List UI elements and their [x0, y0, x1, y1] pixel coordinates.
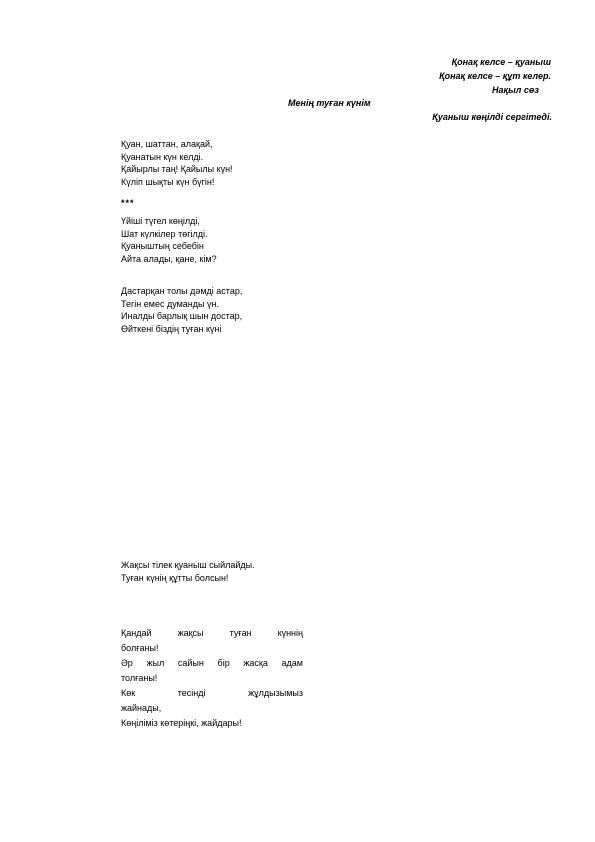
- closing-line: жайнады,: [121, 703, 162, 713]
- closing-line: Қандай жақсы туған күннің: [121, 628, 303, 638]
- verse-line: Күліп шықты күн бүгін!: [121, 176, 215, 187]
- wish-line: Жақсы тілек қуаныш сыйлайды.: [121, 560, 255, 570]
- verse-line: Қуанатын күн келді.: [121, 151, 204, 162]
- closing-line: Көңіліміз көтеріңкі, жайдары!: [121, 718, 242, 728]
- epigraph-line-2: Қонақ келсе – құт келер.: [439, 71, 551, 81]
- verse-line: Қайырлы таң! Қайылы күн!: [121, 164, 233, 175]
- verse-line: Қуаныштың себебін: [121, 241, 204, 252]
- verse-line: Тегін емес думанды үн.: [121, 298, 219, 309]
- verse-line: Иналды барлық шын достар,: [121, 311, 243, 322]
- wish-line: Туған күнің құтты болсын!: [121, 572, 229, 583]
- closing-line: болғаны!: [121, 643, 159, 653]
- epigraph-line-4: Қуаныш көңілді сергітеді.: [432, 112, 552, 122]
- stanza-2: [121, 215, 217, 265]
- verse-line: Дастарқан толы дәмді астар,: [121, 286, 243, 296]
- stanza-1: [121, 138, 233, 188]
- verse-line: Үйіші түгел көңілді,: [121, 216, 200, 226]
- verse-line: Өйткені біздің туған күні: [121, 323, 222, 334]
- closing-line: Әр жыл сайын бір жасқа адам: [121, 658, 303, 668]
- closing-line: Көк тесінді жұлдызымыз: [121, 688, 303, 698]
- closing-line: толғаны!: [121, 673, 158, 683]
- verse-line: Қуан, шаттан, алақай,: [121, 139, 213, 149]
- wishes-block: [121, 559, 255, 584]
- epigraph-source: Нақыл сөз: [492, 85, 539, 95]
- poem-title: Менің туған күнім: [288, 98, 371, 108]
- stanza-separator: ***: [121, 198, 135, 208]
- closing-stanza: [121, 626, 303, 731]
- verse-line: Айта алады, қане, кім?: [121, 253, 217, 264]
- stanza-3: [121, 285, 242, 335]
- verse-line: Шат күлкілер төгілді.: [121, 228, 208, 239]
- epigraph-line-1: Қонақ келсе – қуаныш: [451, 57, 551, 67]
